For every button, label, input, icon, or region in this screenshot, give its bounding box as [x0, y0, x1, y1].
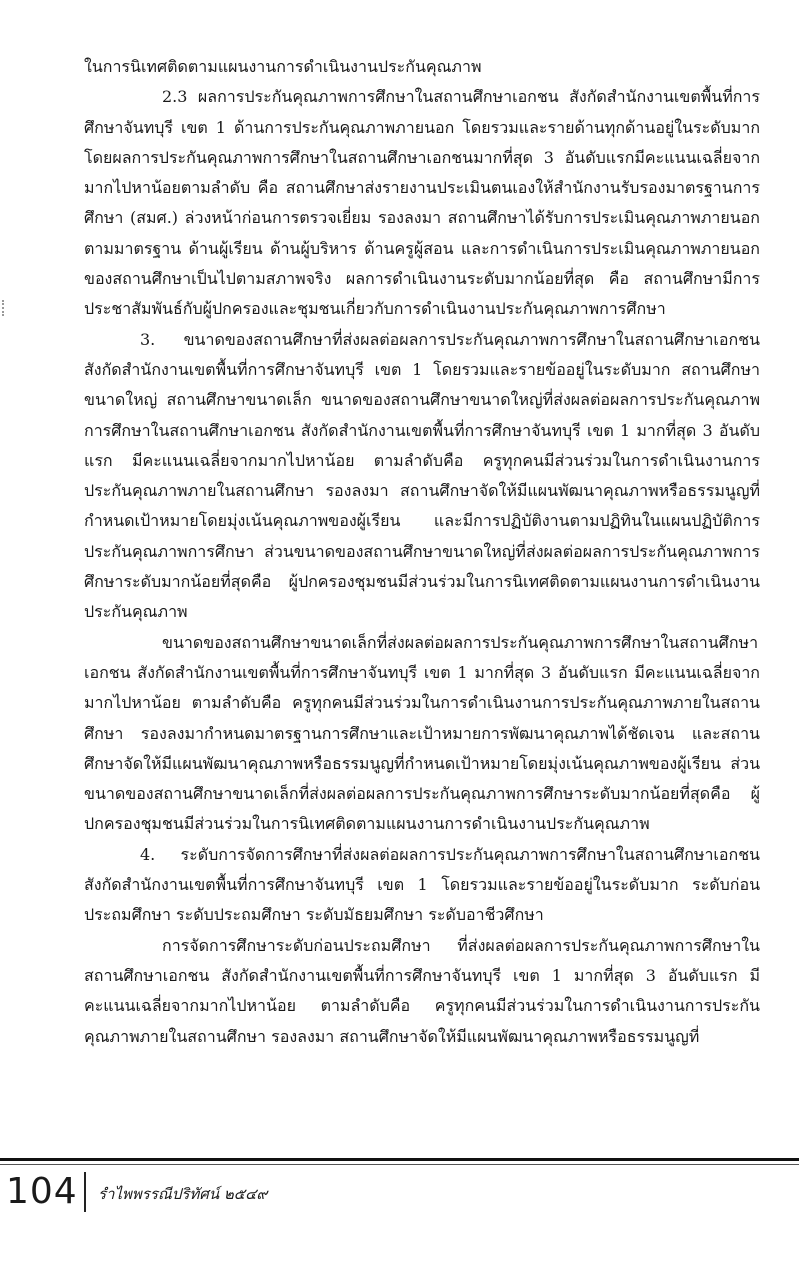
margin-mark	[2, 300, 7, 316]
paragraph-small-school: ขนาดของสถานศึกษาขนาดเล็กที่ส่งผลต่อผลการประกันคุณภาพการศึกษาในสถานศึกษาเอกชน สังกัดสำนักงานเขตพื้นที่การศึกษาจันทบุรี เขต 1 มากที่สุด 3 อันดับแรก มีคะแนนเฉลี่ยจากมากไปหาน้อย ตามลำดับคือ ครูทุกคนมีส่วนร่วมในการดำเนินงานการประกันคุณภาพภายในสถานศึกษา รองลงมากำหนดมาตรฐานการศึกษาและเป้าหมายการพัฒนาคุณภาพได้ชัดเจน และสถานศึกษาจัดให้มีแผนพัฒนาคุณภาพหรือธรรมนูญที่กำหนดเป้าหมายโดยมุ่งเน้นคุณภาพของผู้เรียน ส่วนขนาดของสถานศึกษาขนาดเล็กที่ส่งผลต่อผลการประกันคุณภาพการศึกษาระดับมากน้อยที่สุดคือ ผู้ปกครองชุมชนมีส่วนร่วมในการนิเทศติดตามแผนงานการดำเนินงานประกันคุณภาพ	[84, 632, 760, 834]
paragraph-4: 4. ระดับการจัดการศึกษาที่ส่งผลต่อผลการประกันคุณภาพการศึกษาในสถานศึกษาเอกชน สังกัดสำนักงานเขตพื้นที่การศึกษาจันทบุรี เขต 1 โดยรวมและรายข้ออยู่ในระดับมาก ระดับก่อนประถมศึกษา ระดับประถมศึกษา ระดับมัธยมศึกษา ระดับอาชีวศึกษา	[84, 844, 760, 925]
footer-divider	[84, 1172, 86, 1212]
paragraph-continuation: ในการนิเทศติดตามแผนงานการดำเนินงานประกันคุณภาพ	[84, 57, 482, 76]
paragraph-3: 3. ขนาดของสถานศึกษาที่ส่งผลต่อผลการประกันคุณภาพการศึกษาในสถานศึกษาเอกชน สังกัดสำนักงานเขตพื้นที่การศึกษาจันทบุรี เขต 1 โดยรวมและรายข้ออยู่ในระดับมาก สถานศึกษาขนาดใหญ่ สถานศึกษาขนาดเล็ก ขนาดของสถานศึกษาขนาดใหญ่ที่ส่งผลต่อผลการประกันคุณภาพการศึกษาในสถานศึกษาเอกชน สังกัดสำนักงานเขตพื้นที่การศึกษาจันทบุรี เขต 1 มากที่สุด 3 อันดับแรก มีคะแนนเฉลี่ยจากมากไปหาน้อย ตามลำดับคือ ครูทุกคนมีส่วนร่วมในการดำเนินงานการประกันคุณภาพภายในสถานศึกษา รองลงมา สถานศึกษาจัดให้มีแผนพัฒนาคุณภาพหรือธรรมนูญที่กำหนดเป้าหมายโดยมุ่งเน้นคุณภาพของผู้เรียน และมีการปฏิบัติงานตามปฏิทินในแผนปฏิบัติการประกันคุณภาพการศึกษา ส่วนขนาดของสถานศึกษาขนาดใหญ่ที่ส่งผลต่อผลการประกันคุณภาพการศึกษาระดับมากน้อยที่สุดคือ ผู้ปกครองชุมชนมีส่วนร่วมในการนิเทศติดตามแผนงานการดำเนินงานประกันคุณภาพ	[84, 329, 760, 622]
body-text	[84, 52, 760, 1052]
footer-rule	[0, 1158, 799, 1161]
paragraph-2-3: 2.3 ผลการประกันคุณภาพการศึกษาในสถานศึกษาเอกชน สังกัดสำนักงานเขตพื้นที่การศึกษาจันทบุรี เขต 1 ด้านการประกันคุณภาพภายนอก โดยรวมและรายด้านทุกด้านอยู่ในระดับมาก โดยผลการประกันคุณภาพการศึกษาในสถานศึกษาเอกชนมากที่สุด 3 อันดับแรกมีคะแนนเฉลี่ยจากมากไปหาน้อยตามลำดับ คือ สถานศึกษาส่งรายงานประเมินตนเองให้สำนักงานรับรองมาตรฐานการศึกษา (สมศ.) ล่วงหน้าก่อนการตรวจเยี่ยม รองลงมา สถานศึกษาได้รับการประเมินคุณภาพภายนอกตามมาตรฐาน ด้านผู้เรียน ด้านผู้บริหาร ด้านครูผู้สอน และการดำเนินการประเมินคุณภาพภายนอกของสถานศึกษาเป็นไปตามสภาพจริง ผลการดำเนินงานระดับมากน้อยที่สุด คือ สถานศึกษามีการประชาสัมพันธ์กับผู้ปกครองและชุมชนเกี่ยวกับการดำเนินงานประกันคุณภาพการศึกษา	[84, 87, 760, 319]
paragraph-pre-primary: การจัดการศึกษาระดับก่อนประถมศึกษา ที่ส่งผลต่อผลการประกันคุณภาพการศึกษาในสถานศึกษาเอกชน สังกัดสำนักงานเขตพื้นที่การศึกษาจันทบุรี เขต 1 มากที่สุด 3 อันดับแรก มีคะแนนเฉลี่ยจากมากไปหาน้อย ตามลำดับคือ ครูทุกคนมีส่วนร่วมในการดำเนินงานการประกันคุณภาพภายในสถานศึกษา รองลงมา สถานศึกษาจัดให้มีแผนพัฒนาคุณภาพหรือธรรมนูญที่	[84, 935, 760, 1046]
journal-title: รำไพพรรณีปริทัศน์ ๒๕๔๙	[98, 1185, 268, 1203]
footer-rule-thin	[0, 1164, 799, 1165]
page-number: 104	[6, 1171, 78, 1212]
